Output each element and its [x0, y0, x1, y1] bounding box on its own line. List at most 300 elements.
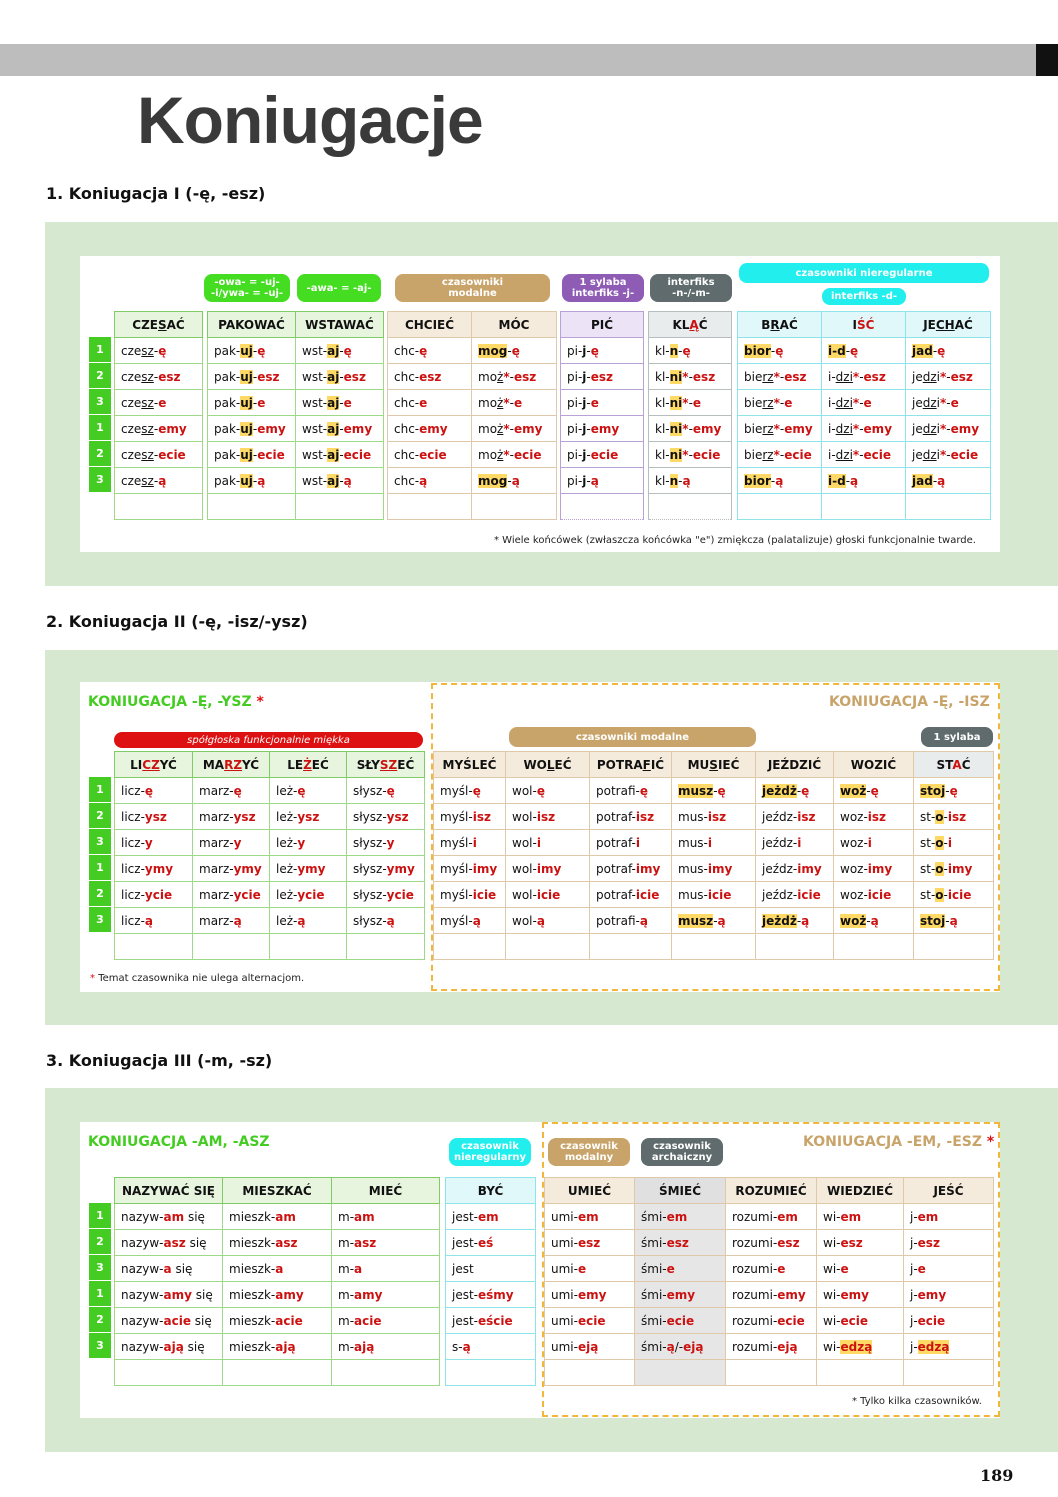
form-cell: woz-imy	[834, 856, 914, 882]
form-cell: pi-j-e	[561, 390, 644, 416]
verb-header: PIĆ	[561, 312, 644, 338]
form-cell: czesz-esz	[115, 364, 203, 390]
form-cell: licz-ysz	[115, 804, 193, 830]
form-cell: j-e	[904, 1256, 994, 1282]
person-number: 2	[89, 803, 111, 829]
form-cell: j-emy	[904, 1282, 994, 1308]
verb-header: ŚMIEĆ	[635, 1178, 726, 1204]
form-cell	[817, 1360, 904, 1386]
person-number: 2	[89, 881, 111, 907]
form-cell: słysz-y	[347, 830, 425, 856]
form-cell: i-dzi*-e	[822, 390, 906, 416]
form-cell: jest	[446, 1256, 536, 1282]
form-cell: bierz*-esz	[738, 364, 822, 390]
form-cell	[193, 934, 270, 960]
person-numbers-1	[89, 337, 111, 493]
verb-header: POTRAFIĆ	[590, 752, 672, 778]
form-cell: potrafi-ę	[590, 778, 672, 804]
person-number: 2	[89, 441, 111, 467]
verb-header: IŚĆ	[822, 312, 906, 338]
form-cell: słysz-ą	[347, 908, 425, 934]
form-cell: nazyw-ają się	[115, 1334, 223, 1360]
form-cell: rozumi-esz	[726, 1230, 817, 1256]
form-cell: leż-ycie	[270, 882, 347, 908]
form-cell: nazyw-asz się	[115, 1230, 223, 1256]
section-2-note: * Temat czasownika nie ulega alternacjom.	[90, 973, 305, 984]
verb-header: MIEĆ	[332, 1178, 440, 1204]
form-cell	[347, 934, 425, 960]
note-text: * Tylko kilka czasowników.	[852, 1396, 982, 1407]
person-number: 3	[89, 389, 111, 415]
form-cell: czesz-e	[115, 390, 203, 416]
form-cell: pi-j-ą	[561, 468, 644, 494]
form-cell: chc-e	[388, 390, 472, 416]
form-cell: pak-uj-ę	[208, 338, 296, 364]
verb-header: MUSIEĆ	[672, 752, 756, 778]
form-cell: wi-e	[817, 1256, 904, 1282]
form-cell: wol-imy	[506, 856, 590, 882]
form-cell: mus-i	[672, 830, 756, 856]
verb-header: ROZUMIEĆ	[726, 1178, 817, 1204]
form-cell: mieszk-a	[223, 1256, 332, 1282]
verb-header: BYĆ	[446, 1178, 536, 1204]
page-title: Koniugacje	[137, 83, 483, 157]
table-isz	[433, 751, 994, 960]
form-cell: myśl-imy	[434, 856, 506, 882]
pill-interfiks-d: interfiks -d-	[822, 288, 906, 305]
form-cell: licz-ą	[115, 908, 193, 934]
form-cell: m-a	[332, 1256, 440, 1282]
form-cell: jad-ę	[906, 338, 991, 364]
form-cell: mieszk-amy	[223, 1282, 332, 1308]
verb-header: CZESAĆ	[115, 312, 203, 338]
form-cell: rozumi-eją	[726, 1334, 817, 1360]
person-number: 3	[89, 467, 111, 493]
form-cell: rozumi-em	[726, 1204, 817, 1230]
form-cell: wst-aj-ecie	[296, 442, 384, 468]
form-cell: kl-ni*-e	[649, 390, 732, 416]
person-number: 3	[89, 907, 111, 933]
form-cell: j-ecie	[904, 1308, 994, 1334]
section-2-heading: 2. Koniugacja II (-ę, -isz/-ysz)	[46, 612, 308, 631]
table-ysz	[114, 751, 425, 960]
pill-soft-consonant: spółgłoska funkcjonalnie miękka	[114, 732, 423, 748]
form-cell: mus-isz	[672, 804, 756, 830]
form-cell: marz-ymy	[193, 856, 270, 882]
pill-archaic: czasownik archaiczny	[641, 1138, 723, 1166]
top-bar-block	[1036, 44, 1058, 76]
person-number: 1	[89, 1281, 111, 1307]
form-cell: wst-aj-esz	[296, 364, 384, 390]
verb-header: LICZYĆ	[115, 752, 193, 778]
form-cell: moż*-ecie	[472, 442, 557, 468]
form-cell	[208, 494, 296, 520]
form-cell	[726, 1360, 817, 1386]
form-cell: mieszk-asz	[223, 1230, 332, 1256]
form-cell: wi-emy	[817, 1282, 904, 1308]
form-cell: wol-isz	[506, 804, 590, 830]
form-cell: słysz-ycie	[347, 882, 425, 908]
form-cell: leż-ą	[270, 908, 347, 934]
person-number: 1	[89, 415, 111, 441]
form-cell: wi-edzą	[817, 1334, 904, 1360]
form-cell: słysz-ę	[347, 778, 425, 804]
form-cell: umi-e	[545, 1256, 635, 1282]
form-cell: moż*-emy	[472, 416, 557, 442]
form-cell	[635, 1360, 726, 1386]
form-cell: nazyw-acie się	[115, 1308, 223, 1334]
form-cell: bierz*-emy	[738, 416, 822, 442]
page-number: 189	[980, 1466, 1014, 1485]
verb-header: STAĆ	[914, 752, 994, 778]
form-cell: wst-aj-ę	[296, 338, 384, 364]
form-cell: pi-j-esz	[561, 364, 644, 390]
form-cell: mog-ę	[472, 338, 557, 364]
form-cell	[649, 494, 732, 520]
form-cell	[756, 934, 834, 960]
form-cell: kl-ni*-ecie	[649, 442, 732, 468]
form-cell: leż-y	[270, 830, 347, 856]
verb-header: MIESZKAĆ	[223, 1178, 332, 1204]
form-cell	[115, 934, 193, 960]
form-cell: śmi-em	[635, 1204, 726, 1230]
section-3-note	[852, 1396, 982, 1407]
form-cell: jest-em	[446, 1204, 536, 1230]
form-cell: marz-y	[193, 830, 270, 856]
form-cell: chc-emy	[388, 416, 472, 442]
pill-one-syllable-2: 1 sylaba	[921, 727, 993, 747]
form-cell: pak-uj-e	[208, 390, 296, 416]
form-cell: pi-j-ecie	[561, 442, 644, 468]
section-1-heading: 1. Koniugacja I (-ę, -esz)	[46, 184, 266, 203]
table-asz	[114, 1177, 440, 1386]
form-cell: m-asz	[332, 1230, 440, 1256]
form-cell: leż-ysz	[270, 804, 347, 830]
table-pakowac-wstawac	[207, 311, 384, 520]
form-cell	[904, 1360, 994, 1386]
form-cell: pi-j-emy	[561, 416, 644, 442]
form-cell: m-amy	[332, 1282, 440, 1308]
form-cell: rozumi-e	[726, 1256, 817, 1282]
form-cell	[834, 934, 914, 960]
section-1-note	[494, 535, 976, 546]
form-cell	[446, 1360, 536, 1386]
form-cell: jest-eś	[446, 1230, 536, 1256]
form-cell: mieszk-ają	[223, 1334, 332, 1360]
form-cell: pak-uj-ecie	[208, 442, 296, 468]
form-cell: bior-ę	[738, 338, 822, 364]
form-cell: potraf-i	[590, 830, 672, 856]
form-cell	[223, 1360, 332, 1386]
form-cell: jest-eśmy	[446, 1282, 536, 1308]
form-cell: moż*-esz	[472, 364, 557, 390]
form-cell: i-d-ę	[822, 338, 906, 364]
form-cell: i-d-ą	[822, 468, 906, 494]
verb-header: BRAĆ	[738, 312, 822, 338]
form-cell: musz-ą	[672, 908, 756, 934]
form-cell: bior-ą	[738, 468, 822, 494]
form-cell: marz-ycie	[193, 882, 270, 908]
verb-header: KLĄĆ	[649, 312, 732, 338]
form-cell: potrafi-ą	[590, 908, 672, 934]
form-cell: rozumi-ecie	[726, 1308, 817, 1334]
form-cell: stoj-ę	[914, 778, 994, 804]
form-cell: słysz-ymy	[347, 856, 425, 882]
form-cell	[506, 934, 590, 960]
form-cell: nazyw-am się	[115, 1204, 223, 1230]
form-cell: czesz-ą	[115, 468, 203, 494]
form-cell: licz-ycie	[115, 882, 193, 908]
person-number: 3	[89, 1255, 111, 1281]
form-cell: woż-ę	[834, 778, 914, 804]
pill-owa: -owa- = -uj- -i/ywa- = -uj-	[204, 274, 290, 302]
form-cell: jedzi*-esz	[906, 364, 991, 390]
form-cell: pi-j-ę	[561, 338, 644, 364]
person-number: 1	[89, 337, 111, 363]
form-cell: mog-ą	[472, 468, 557, 494]
form-cell: leż-ymy	[270, 856, 347, 882]
konj-esz-title-text: KONIUGACJA -EM, -ESZ	[803, 1134, 983, 1150]
form-cell: s-ą	[446, 1334, 536, 1360]
person-number: 2	[89, 363, 111, 389]
note-text: Temat czasownika nie ulega alternacjom.	[98, 973, 305, 984]
pill-modal-3: czasownik modalny	[548, 1138, 630, 1166]
form-cell: potraf-icie	[590, 882, 672, 908]
person-number: 1	[89, 777, 111, 803]
form-cell: j-em	[904, 1204, 994, 1230]
form-cell	[115, 1360, 223, 1386]
form-cell: jedzi*-e	[906, 390, 991, 416]
form-cell: jeźdz-isz	[756, 804, 834, 830]
form-cell: pak-uj-ą	[208, 468, 296, 494]
form-cell: marz-ę	[193, 778, 270, 804]
konj-esz-title: KONIUGACJA -EM, -ESZ *	[803, 1134, 995, 1150]
form-cell	[906, 494, 991, 520]
form-cell	[738, 494, 822, 520]
section-3-heading: 3. Koniugacja III (-m, -sz)	[46, 1051, 273, 1070]
form-cell: i-dzi*-ecie	[822, 442, 906, 468]
table-byc	[445, 1177, 536, 1386]
verb-header: MÓC	[472, 312, 557, 338]
form-cell: mieszk-acie	[223, 1308, 332, 1334]
pill-irregular: czasowniki nieregularne	[739, 263, 989, 283]
form-cell: chc-ą	[388, 468, 472, 494]
form-cell: kl-n-ą	[649, 468, 732, 494]
pill-awa: -awa- = -aj-	[297, 274, 381, 302]
form-cell: wi-ecie	[817, 1308, 904, 1334]
form-cell: śmi-e	[635, 1256, 726, 1282]
form-cell: mus-imy	[672, 856, 756, 882]
form-cell: jeźdz-icie	[756, 882, 834, 908]
form-cell: jedzi*-ecie	[906, 442, 991, 468]
form-cell: potraf-imy	[590, 856, 672, 882]
form-cell: wol-ą	[506, 908, 590, 934]
table-czesac	[114, 311, 203, 520]
form-cell: moż*-e	[472, 390, 557, 416]
form-cell: j-edzą	[904, 1334, 994, 1360]
person-numbers-2	[89, 777, 111, 933]
form-cell	[590, 934, 672, 960]
form-cell: myśl-isz	[434, 804, 506, 830]
form-cell: marz-ysz	[193, 804, 270, 830]
verb-header: CHCIEĆ	[388, 312, 472, 338]
form-cell: jest-eście	[446, 1308, 536, 1334]
form-cell: m-am	[332, 1204, 440, 1230]
form-cell: nazyw-amy się	[115, 1282, 223, 1308]
form-cell: jeźdz-imy	[756, 856, 834, 882]
form-cell: pak-uj-esz	[208, 364, 296, 390]
form-cell	[822, 494, 906, 520]
note-text: * Wiele końcówek (zwłaszcza końcówka "e") zmiękcza (palatalizuje) głoski funkcjonalnie twarde.	[494, 535, 976, 546]
form-cell: myśl-ę	[434, 778, 506, 804]
form-cell: chc-esz	[388, 364, 472, 390]
form-cell	[472, 494, 557, 520]
form-cell: myśl-ą	[434, 908, 506, 934]
form-cell: leż-ę	[270, 778, 347, 804]
form-cell: śmi-emy	[635, 1282, 726, 1308]
form-cell: licz-ymy	[115, 856, 193, 882]
form-cell: wol-ę	[506, 778, 590, 804]
table-esz	[544, 1177, 994, 1386]
form-cell: chc-ę	[388, 338, 472, 364]
form-cell: kl-ni*-emy	[649, 416, 732, 442]
form-cell: umi-eją	[545, 1334, 635, 1360]
form-cell: kl-n-ę	[649, 338, 732, 364]
form-cell: rozumi-emy	[726, 1282, 817, 1308]
form-cell: j-esz	[904, 1230, 994, 1256]
form-cell: jeżdż-ę	[756, 778, 834, 804]
form-cell: stoj-ą	[914, 908, 994, 934]
form-cell: jeźdz-i	[756, 830, 834, 856]
verb-header: UMIEĆ	[545, 1178, 635, 1204]
pill-one-syllable: 1 sylaba interfiks -j-	[562, 274, 644, 302]
form-cell: wst-aj-e	[296, 390, 384, 416]
table-modal-1	[387, 311, 557, 520]
form-cell: marz-ą	[193, 908, 270, 934]
verb-header: JEŹDZIĆ	[756, 752, 834, 778]
top-bar	[0, 44, 1036, 76]
form-cell: śmi-ą/-eją	[635, 1334, 726, 1360]
form-cell: i-dzi*-emy	[822, 416, 906, 442]
form-cell: mus-icie	[672, 882, 756, 908]
person-numbers-3	[89, 1203, 111, 1359]
form-cell	[672, 934, 756, 960]
table-pic	[560, 311, 644, 520]
form-cell: jad-ą	[906, 468, 991, 494]
form-cell: jeżdż-ą	[756, 908, 834, 934]
form-cell	[914, 934, 994, 960]
form-cell: nazyw-a się	[115, 1256, 223, 1282]
form-cell	[115, 494, 203, 520]
verb-header: WOZIĆ	[834, 752, 914, 778]
form-cell	[296, 494, 384, 520]
form-cell: umi-emy	[545, 1282, 635, 1308]
konj-asz-title: KONIUGACJA -AM, -ASZ	[88, 1134, 270, 1150]
form-cell: wol-icie	[506, 882, 590, 908]
verb-header: MYŚLEĆ	[434, 752, 506, 778]
form-cell	[545, 1360, 635, 1386]
form-cell	[270, 934, 347, 960]
form-cell: wol-i	[506, 830, 590, 856]
form-cell: kl-ni*-esz	[649, 364, 732, 390]
form-cell	[434, 934, 506, 960]
form-cell: wst-aj-emy	[296, 416, 384, 442]
person-number: 2	[89, 1307, 111, 1333]
person-number: 1	[89, 1203, 111, 1229]
pill-modal: czasowniki modalne	[395, 274, 550, 302]
form-cell: wst-aj-ą	[296, 468, 384, 494]
form-cell: czesz-ę	[115, 338, 203, 364]
form-cell: śmi-ecie	[635, 1308, 726, 1334]
form-cell	[332, 1360, 440, 1386]
person-number: 3	[89, 1333, 111, 1359]
form-cell: licz-y	[115, 830, 193, 856]
form-cell: woz-i	[834, 830, 914, 856]
table-irregular-1	[737, 311, 991, 520]
form-cell: bierz*-ecie	[738, 442, 822, 468]
verb-header: PAKOWAĆ	[208, 312, 296, 338]
verb-header: JECHAĆ	[906, 312, 991, 338]
form-cell: woż-ą	[834, 908, 914, 934]
form-cell: umi-ecie	[545, 1308, 635, 1334]
form-cell: woz-isz	[834, 804, 914, 830]
table-klac	[648, 311, 732, 520]
form-cell	[561, 494, 644, 520]
form-cell: i-dzi*-esz	[822, 364, 906, 390]
form-cell: potraf-isz	[590, 804, 672, 830]
form-cell: umi-em	[545, 1204, 635, 1230]
person-number: 1	[89, 855, 111, 881]
pill-interfiks: interfiks -n-/-m-	[650, 274, 732, 302]
form-cell: słysz-ysz	[347, 804, 425, 830]
konj-ysz-title-text: KONIUGACJA -Ę, -YSZ	[88, 694, 252, 710]
form-cell: wi-esz	[817, 1230, 904, 1256]
form-cell: woz-icie	[834, 882, 914, 908]
verb-header: WSTAWAĆ	[296, 312, 384, 338]
form-cell: st-o-i	[914, 830, 994, 856]
form-cell: myśl-icie	[434, 882, 506, 908]
form-cell: m-acie	[332, 1308, 440, 1334]
form-cell: czesz-ecie	[115, 442, 203, 468]
form-cell: wi-em	[817, 1204, 904, 1230]
pill-modal-2: czasowniki modalne	[509, 727, 756, 747]
form-cell: st-o-isz	[914, 804, 994, 830]
person-number: 2	[89, 1229, 111, 1255]
form-cell: umi-esz	[545, 1230, 635, 1256]
verb-header: WOLEĆ	[506, 752, 590, 778]
form-cell: pak-uj-emy	[208, 416, 296, 442]
form-cell: bierz*-e	[738, 390, 822, 416]
konj-ysz-title: KONIUGACJA -Ę, -YSZ *	[88, 694, 264, 710]
form-cell: musz-ę	[672, 778, 756, 804]
form-cell: myśl-i	[434, 830, 506, 856]
form-cell: m-ają	[332, 1334, 440, 1360]
konj-isz-title: KONIUGACJA -Ę, -ISZ	[829, 694, 990, 710]
pill-irregular-3: czasownik nieregularny	[449, 1138, 531, 1166]
form-cell: czesz-emy	[115, 416, 203, 442]
verb-header: WIEDZIEĆ	[817, 1178, 904, 1204]
verb-header: NAZYWAĆ SIĘ	[115, 1178, 223, 1204]
form-cell: śmi-esz	[635, 1230, 726, 1256]
verb-header: JEŚĆ	[904, 1178, 994, 1204]
verb-header: MARZYĆ	[193, 752, 270, 778]
form-cell: jedzi*-emy	[906, 416, 991, 442]
verb-header: SŁYSZEĆ	[347, 752, 425, 778]
form-cell: st-o-imy	[914, 856, 994, 882]
verb-header: LEŻEĆ	[270, 752, 347, 778]
form-cell	[388, 494, 472, 520]
form-cell: chc-ecie	[388, 442, 472, 468]
